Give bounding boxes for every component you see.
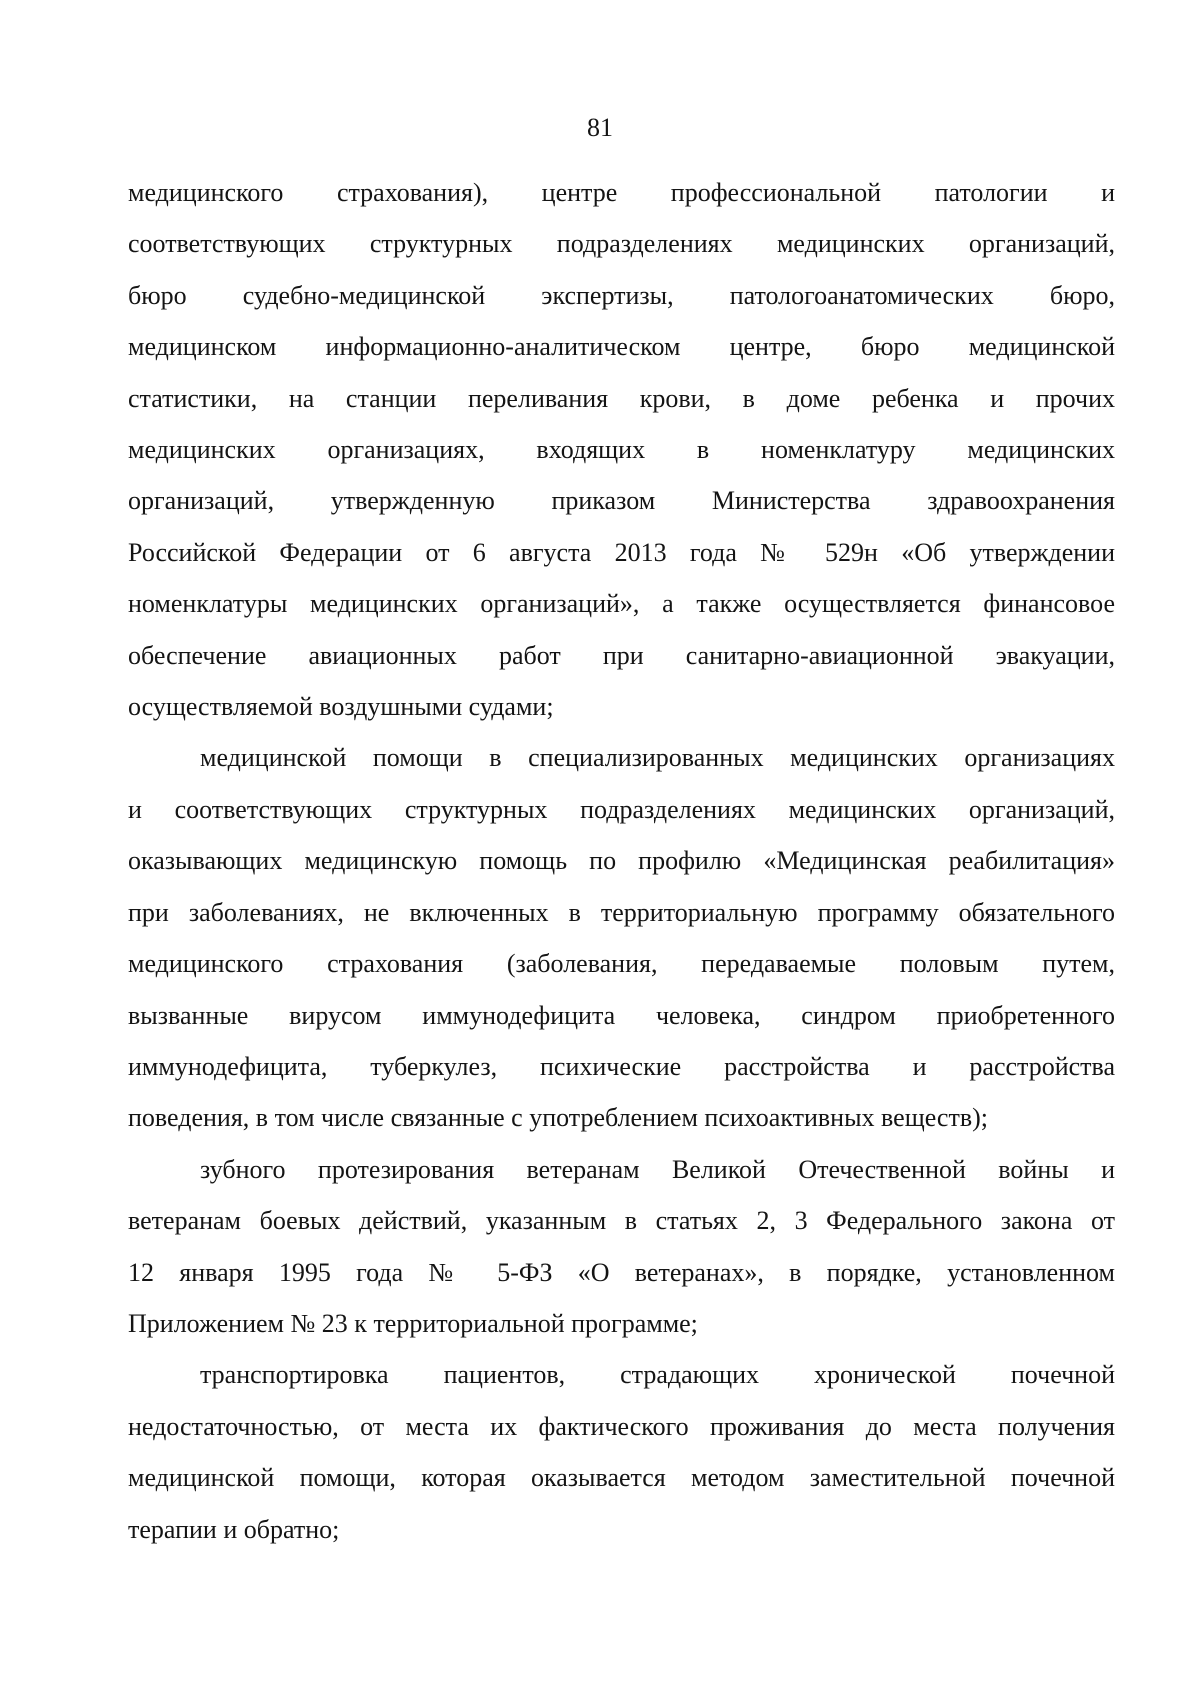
text-line: осуществляемой воздушными судами; — [128, 692, 554, 722]
text-line: при заболеваниях, не включенных в территориальную программу обязательного — [128, 897, 1115, 927]
text-line: поведения, в том числе связанные с употреблением психоактивных веществ); — [128, 1103, 988, 1133]
text-line: зубного протезирования ветеранам Великой Отечественной войны и — [200, 1154, 1115, 1184]
text-line: недостаточностью, от места их фактического проживания до места получения — [128, 1411, 1115, 1441]
text-line: соответствующих структурных подразделениях медицинских организаций, — [128, 229, 1115, 259]
text-line: бюро судебно-медицинской экспертизы, патологоанатомических бюро, — [128, 280, 1115, 310]
paragraph — [128, 732, 1115, 1143]
text-line: медицинской помощи в специализированных медицинских организациях — [200, 743, 1115, 773]
text-line: оказывающих медицинскую помощь по профилю «Медицинская реабилитация» — [128, 846, 1115, 876]
text-line: медицинских организациях, входящих в номенклатуру медицинских — [128, 435, 1115, 465]
text-line: статистики, на станции переливания крови, в доме ребенка и прочих — [128, 383, 1115, 413]
text-line: терапии и обратно; — [128, 1514, 340, 1544]
paragraph — [128, 167, 1115, 732]
text-line: медицинской помощи, которая оказывается методом заместительной почечной — [128, 1463, 1115, 1493]
text-line: номенклатуры медицинских организаций», а также осуществляется финансовое — [128, 589, 1115, 619]
text-line: Приложением № 23 к территориальной программе; — [128, 1308, 698, 1338]
text-line: организаций, утвержденную приказом Министерства здравоохранения — [128, 486, 1115, 516]
document-body — [128, 167, 1115, 1555]
text-line: транспортировка пациентов, страдающих хронической почечной — [200, 1360, 1115, 1390]
paragraph — [128, 1349, 1115, 1555]
text-line: медицинского страхования (заболевания, передаваемые половым путем, — [128, 949, 1115, 979]
paragraph — [128, 1144, 1115, 1350]
text-line: вызванные вирусом иммунодефицита человека, синдром приобретенного — [128, 1000, 1115, 1030]
text-line: 12 января 1995 года № 5-ФЗ «О ветеранах», в порядке, установленном — [128, 1257, 1115, 1287]
page-number: 81 — [587, 113, 613, 142]
text-line: медицинском информационно-аналитическом центре, бюро медицинской — [128, 332, 1115, 362]
text-line: ветеранам боевых действий, указанным в статьях 2, 3 Федерального закона от — [128, 1206, 1115, 1236]
text-line: обеспечение авиационных работ при санитарно-авиационной эвакуации, — [128, 640, 1115, 670]
text-line: иммунодефицита, туберкулез, психические расстройства и расстройства — [128, 1051, 1115, 1081]
text-line: медицинского страхования), центре профессиональной патологии и — [128, 178, 1115, 207]
text-line: Российской Федерации от 6 августа 2013 года № 529н «Об утверждении — [128, 537, 1115, 567]
text-line: и соответствующих структурных подразделениях медицинских организаций, — [128, 794, 1115, 824]
